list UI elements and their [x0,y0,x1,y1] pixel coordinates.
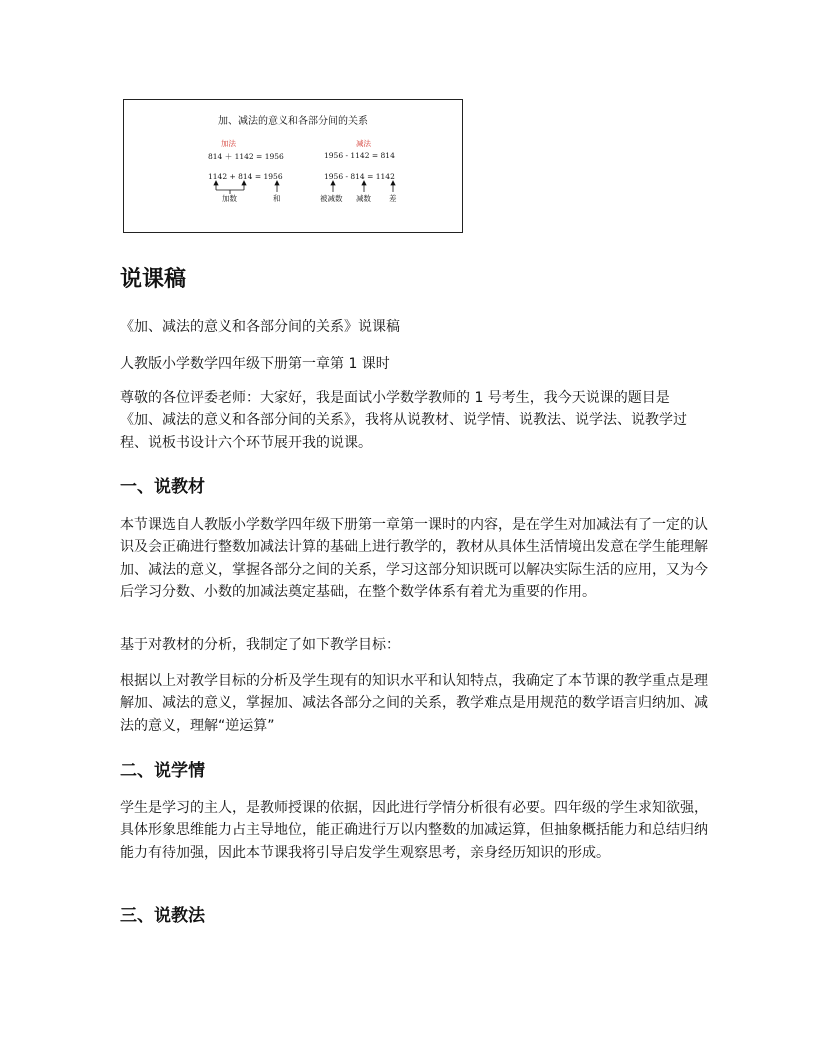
addition-equation-1: 814 ＋ 1142 = 1956 [208,152,284,161]
section-3-heading: 三、说教法 [120,906,205,926]
section-2-paragraph-1: 学生是学习的主人，是教师授课的依据，因此进行学情分析很有必要。四年级的学生求知欲强，具体形象思维能力占主导地位，能正确进行万以内整数的加减运算，但抽象概括能力和总结归纳能力有待加强，因此本节课我将引导启发学生观察思考，亲身经历知识的形成。 [120,800,708,861]
addend-label: 加数 [222,194,237,203]
lesson-subtitle: 《加、减法的意义和各部分间的关系》说课稿 [120,319,400,335]
subtrahend-label: 减数 [356,194,371,203]
sum-label: 和 [273,194,281,203]
section-1-paragraph-1: 本节课选自人教版小学数学四年级下册第一章第一课时的内容，是在学生对加减法有了一定的认识及会正确进行整数加减法计算的基础上进行教学的，教材从具体生活情境出发意在学生能理解加、减法的意义，掌握各部分之间的关系，学习这部分知识既可以解决实际生活的应用，又为今后学习分数、小数的加减法奠定基础，在整个数学体系有着尤为重要的作用。 [120,517,708,600]
subtraction-equation-1: 1956 - 1142 = 814 [324,151,395,160]
minuend-label: 被减数 [320,194,343,203]
figure-arrows [124,100,462,232]
section-1-heading: 一、说教材 [120,477,205,497]
section-1-paragraph-2: 基于对教材的分析，我制定了如下教学目标： [120,637,400,653]
difference-label: 差 [389,194,397,203]
figure-title: 加、减法的意义和各部分间的关系 [218,116,368,127]
subtraction-label: 减法 [356,139,371,148]
grade-line: 人教版小学数学四年级下册第一章第 1 课时 [120,356,390,372]
intro-paragraph: 尊敬的各位评委老师：大家好，我是面试小学数学教师的 1 号考生，我今天说课的题目是《加、减法的意义和各部分间的关系》，我将从说教材、说学情、说教法、说学法、说教学过程、说板书设计六个环节展开我的说课。 [120,390,687,451]
document-title: 说课稿 [120,267,187,292]
section-2-heading: 二、说学情 [120,761,205,781]
section-1-paragraph-3: 根据以上对教学目标的分析及学生现有的知识水平和认知特点，我确定了本节课的教学重点是理解加、减法的意义，掌握加、减法各部分之间的关系，教学难点是用规范的数学语言归纳加、减法的意义，理解“逆运算” [120,673,708,734]
addition-equation-2: 1142 + 814 = 1956 [208,172,283,181]
addition-label: 加法 [221,139,236,148]
subtraction-equation-2: 1956 - 814 = 1142 [324,172,395,181]
lesson-figure [123,99,463,233]
